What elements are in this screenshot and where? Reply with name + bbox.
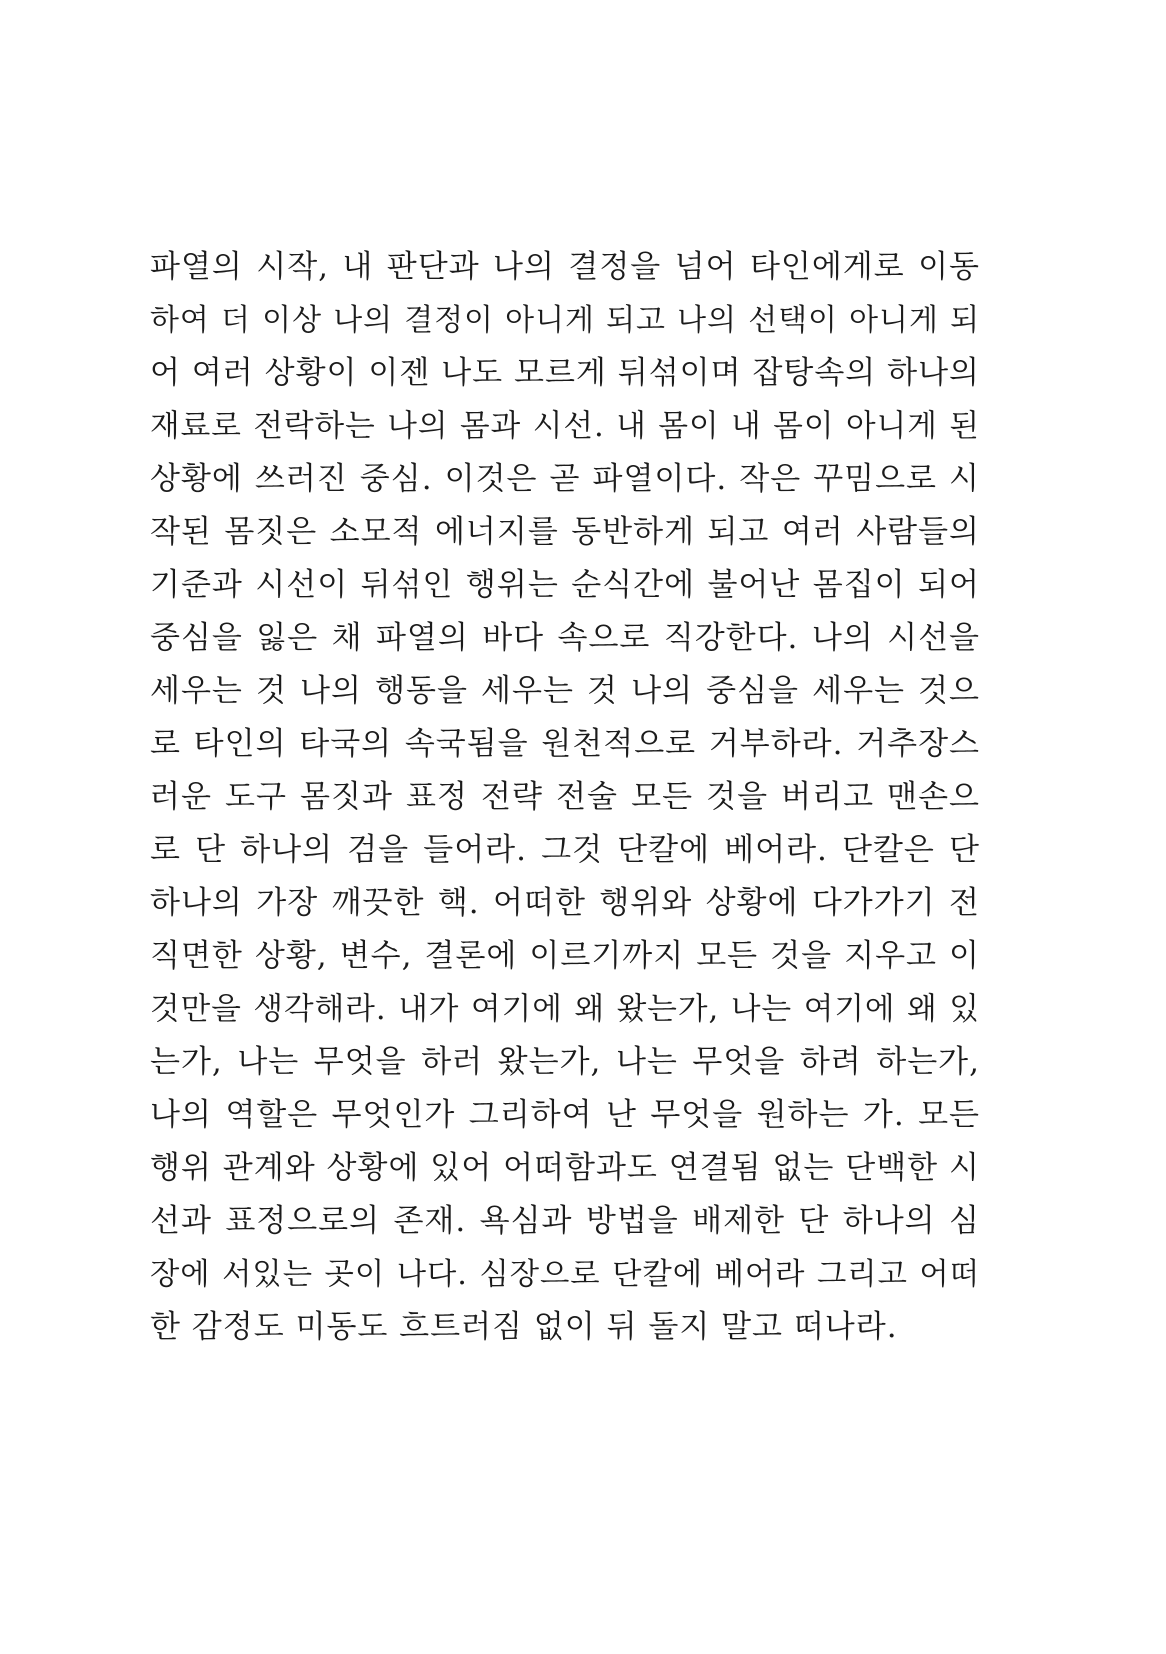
text-line: 작된 몸짓은 소모적 에너지를 동반하게 되고 여러 사람들의 bbox=[150, 514, 980, 550]
text-line: 러운 도구 몸짓과 표정 전략 전술 모든 것을 버리고 맨손으 bbox=[150, 779, 980, 815]
text-line: 중심을 잃은 채 파열의 바다 속으로 직강한다. 나의 시선을 bbox=[150, 620, 980, 656]
text-line: 나의 역할은 무엇인가 그리하여 난 무엇을 원하는 가. 모든 bbox=[150, 1097, 980, 1133]
text-line: 어 여러 상황이 이젠 나도 모르게 뒤섞이며 잡탕속의 하나의 bbox=[150, 355, 980, 391]
body-text bbox=[150, 241, 980, 1354]
text-line: 로 단 하나의 검을 들어라. 그것 단칼에 베어라. 단칼은 단 bbox=[150, 832, 980, 868]
text-line: 행위 관계와 상황에 있어 어떠함과도 연결됨 없는 단백한 시 bbox=[150, 1150, 980, 1186]
text-line: 는가, 나는 무엇을 하러 왔는가, 나는 무엇을 하려 하는가, bbox=[150, 1044, 980, 1080]
text-line: 상황에 쓰러진 중심. 이것은 곧 파열이다. 작은 꾸밈으로 시 bbox=[150, 461, 980, 497]
text-line: 기준과 시선이 뒤섞인 행위는 순식간에 불어난 몸집이 되어 bbox=[150, 567, 980, 603]
text-line: 선과 표정으로의 존재. 욕심과 방법을 배제한 단 하나의 심 bbox=[150, 1203, 980, 1239]
text-line: 것만을 생각해라. 내가 여기에 왜 왔는가, 나는 여기에 왜 있 bbox=[150, 992, 980, 1027]
text-line: 세우는 것 나의 행동을 세우는 것 나의 중심을 세우는 것으 bbox=[150, 673, 980, 709]
text-line: 하여 더 이상 나의 결정이 아니게 되고 나의 선택이 아니게 되 bbox=[150, 303, 980, 338]
text-line: 한 감정도 미동도 흐트러짐 없이 뒤 돌지 말고 떠나라. bbox=[150, 1309, 898, 1345]
text-line: 하나의 가장 깨끗한 핵. 어떠한 행위와 상황에 다가가기 전 bbox=[150, 885, 980, 921]
text-line: 직면한 상황, 변수, 결론에 이르기까지 모든 것을 지우고 이 bbox=[150, 938, 980, 974]
text-line: 장에 서있는 곳이 나다. 심장으로 단칼에 베어라 그리고 어떠 bbox=[150, 1257, 980, 1292]
text-line: 로 타인의 타국의 속국됨을 원천적으로 거부하라. 거추장스 bbox=[150, 726, 980, 762]
text-line: 파열의 시작, 내 판단과 나의 결정을 넘어 타인에게로 이동 bbox=[150, 249, 980, 285]
text-line: 재료로 전락하는 나의 몸과 시선. 내 몸이 내 몸이 아니게 된 bbox=[150, 409, 980, 444]
